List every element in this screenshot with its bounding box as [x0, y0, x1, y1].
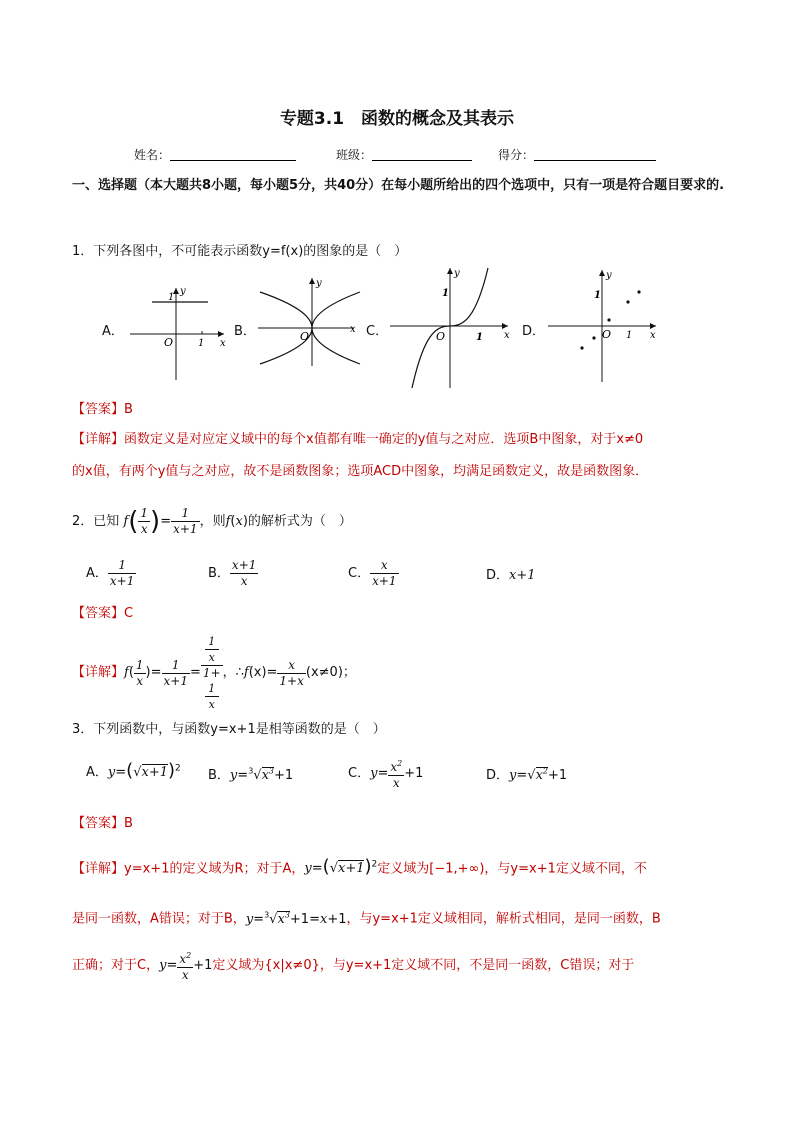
q3-option-a[interactable]: A．$y=(√x+1)^2$: [86, 760, 181, 781]
origin-label: O: [164, 336, 174, 349]
answer-tag: 【答案】: [72, 816, 125, 831]
q2-func-expr: f: [123, 514, 129, 529]
section-heading: 一、选择题（本大题共8小题，每小题5分，共40分）在每小题所给出的四个选项中，只有一项是符合题目要求的.: [72, 178, 725, 193]
option-label: A．: [86, 765, 108, 780]
q2-stem-part: 2．已知: [72, 514, 120, 529]
option-label: C．: [348, 566, 371, 581]
q2-answer: [72, 602, 133, 621]
question-3-stem: 3．下列函数中，与函数y=x+1是相等函数的是（ ）: [72, 722, 386, 737]
option-label: D．: [486, 568, 510, 583]
detail-text: y=x+1的定义域为R；对于A，: [124, 861, 305, 877]
name-field: [134, 146, 296, 163]
option-label: B．: [208, 768, 230, 783]
class-label: 班级：: [336, 148, 373, 162]
q2-stem-part: ，则: [199, 514, 226, 529]
origin-label: O: [602, 328, 612, 341]
detail-text: ，与y=x+1定义域相同，解析式相同，是同一函数，B: [346, 911, 661, 927]
detail-text: 定义域为{x|x≠0}，与y=x+1定义域不同，不是同一函数，C错误；对于: [212, 957, 635, 973]
detail-text: 定义域为[−1,+∞)，与y=x+1定义域不同，不: [377, 861, 647, 877]
q1-option-c-label: C．: [366, 324, 389, 339]
answer-value: C: [124, 606, 134, 621]
complex-frac: 1 x 1+ 1 x: [202, 635, 221, 711]
score-field: [498, 146, 656, 163]
frac-x-over-1-plus-x: $\frac{x}{1+x}$: [279, 657, 304, 688]
axis-x-label: x: [504, 330, 510, 341]
q3-answer: [72, 812, 133, 831]
frac-1-over-x: $\frac{1}{x}$: [140, 506, 149, 536]
axis-x-label: x: [350, 324, 356, 335]
q1-detail-line-1: 函数定义是对应定义域中的每个x值都有唯一确定的y值与之对应．选项B中图象，对于x≠0: [124, 432, 644, 447]
origin-label: O: [300, 330, 310, 343]
axis-y-label: y: [606, 270, 612, 281]
detail-text: 正确；对于C，: [72, 957, 160, 973]
q3-detail: [72, 842, 732, 989]
question-1-stem: 1．下列各图中，不可能表示函数y=f(x)的图象的是（ ）: [72, 244, 408, 259]
q1-detail-line-2: 的x值，有两个y值与之对应，故不是函数图象；选项ACD中图象，均满足函数定义，故是函数图象．: [72, 464, 649, 479]
q2-detail: 【详解】f( $\frac{1}{x}$ )= $\frac{1}{x+1}$ = 1 x 1+ 1 x ，∴f(x)= $\frac{x}{1+x}$ (x≠0)；: [72, 635, 356, 711]
tick-one-label: 1: [626, 330, 633, 341]
option-label: C．: [348, 766, 371, 781]
option-label: D．: [486, 768, 510, 783]
fx-expr: f: [225, 514, 231, 529]
question-2-stem: 2．已知 f( $\frac{1}{x}$ )= $\frac{1}{x+1}$ ，则f(x)的解析式为（ ）: [72, 506, 352, 537]
option-label: B．: [208, 566, 230, 581]
q3-detail-line-3: 正确；对于C，y= $\frac{x^2}{x}$ +1定义域为{x|x≠0}，与y=x+1定义域不同，不是同一函数，C错误；对于: [72, 943, 732, 989]
tick-one-label: 1: [476, 332, 483, 343]
paren-left: (: [128, 506, 139, 537]
tick-one-label: 1: [168, 292, 175, 303]
axis-x-label: x: [220, 338, 226, 349]
page-title: 专题3.1 函数的概念及其表示: [279, 109, 515, 129]
detail-tag: 【详解】: [72, 432, 125, 447]
q1-graph-a: [124, 284, 234, 382]
option-value: x+1: [509, 568, 536, 583]
q2-option-c[interactable]: C． $\frac{x}{x+1}$: [348, 558, 397, 588]
score-blank[interactable]: [534, 148, 656, 161]
q3-detail-line-1: 【详解】y=x+1的定义域为R；对于A，$y=(√x+1)^2$定义域为[−1,+∞)，与y=x+1定义域不同，不: [72, 856, 647, 878]
detail-tag: 【详解】: [72, 861, 125, 877]
detail-tag: 【详解】: [72, 665, 125, 680]
q3-option-c[interactable]: C．y= $\frac{x^2}{x}$ +1: [348, 756, 423, 791]
q2-option-a[interactable]: A． $\frac{1}{x+1}$: [86, 558, 135, 588]
q1-graph-d: [544, 266, 662, 384]
answer-value: B: [124, 816, 133, 831]
option-label: A．: [86, 566, 108, 581]
class-blank[interactable]: [372, 148, 472, 161]
q1-answer: [72, 398, 133, 417]
name-label: 姓名：: [134, 148, 171, 162]
axis-y-label: y: [454, 268, 460, 279]
tick-one-label: 1: [198, 338, 205, 349]
axis-x-label: x: [650, 330, 656, 341]
answer-value: B: [124, 402, 133, 417]
q1-graph-c: [388, 264, 514, 390]
q3-detail-line-2: 是同一函数，A错误；对于B，$y=^3√x^3+1=x+1$，与y=x+1定义域相同，解析式相同，是同一函数，B: [72, 910, 661, 927]
score-label: 得分：: [498, 148, 535, 162]
frac-1-over-x-plus-1: $\frac{1}{x+1}$: [163, 657, 188, 688]
q2-option-d[interactable]: [486, 564, 536, 583]
detail-cond: (x≠0)；: [305, 665, 356, 680]
axis-y-label: y: [180, 286, 186, 297]
q1-option-a-label: A．: [102, 324, 124, 339]
frac-1-over-x: $\frac{1}{x}$: [135, 657, 144, 688]
q2-option-b[interactable]: B． $\frac{x+1}{x}$: [208, 558, 257, 588]
q1-option-d-label: D．: [522, 324, 546, 339]
q3-option-d[interactable]: D．$y=√x^2+1$: [486, 766, 568, 783]
q2-stem-part: 的解析式为（ ）: [247, 514, 352, 529]
q1-detail: [72, 424, 732, 488]
tick-one-label: 1: [442, 288, 449, 299]
detail-text: 是同一函数，A错误；对于B，: [72, 911, 246, 927]
axis-y-label: y: [316, 278, 322, 289]
origin-label: O: [436, 330, 446, 343]
q1-option-b-label: B．: [234, 324, 256, 339]
paren-right: ): [150, 506, 161, 537]
class-field: [336, 146, 472, 163]
frac-1-over-x-plus-1: $\frac{1}{x+1}$: [173, 506, 198, 536]
name-blank[interactable]: [170, 148, 296, 161]
q3-option-b[interactable]: B．$y=^3√x^3+1$: [208, 766, 294, 783]
answer-tag: 【答案】: [72, 402, 125, 417]
tick-one-label: 1: [594, 290, 601, 301]
detail-sep: ，∴: [222, 665, 244, 680]
answer-tag: 【答案】: [72, 606, 125, 621]
q1-graph-b: [254, 270, 362, 370]
